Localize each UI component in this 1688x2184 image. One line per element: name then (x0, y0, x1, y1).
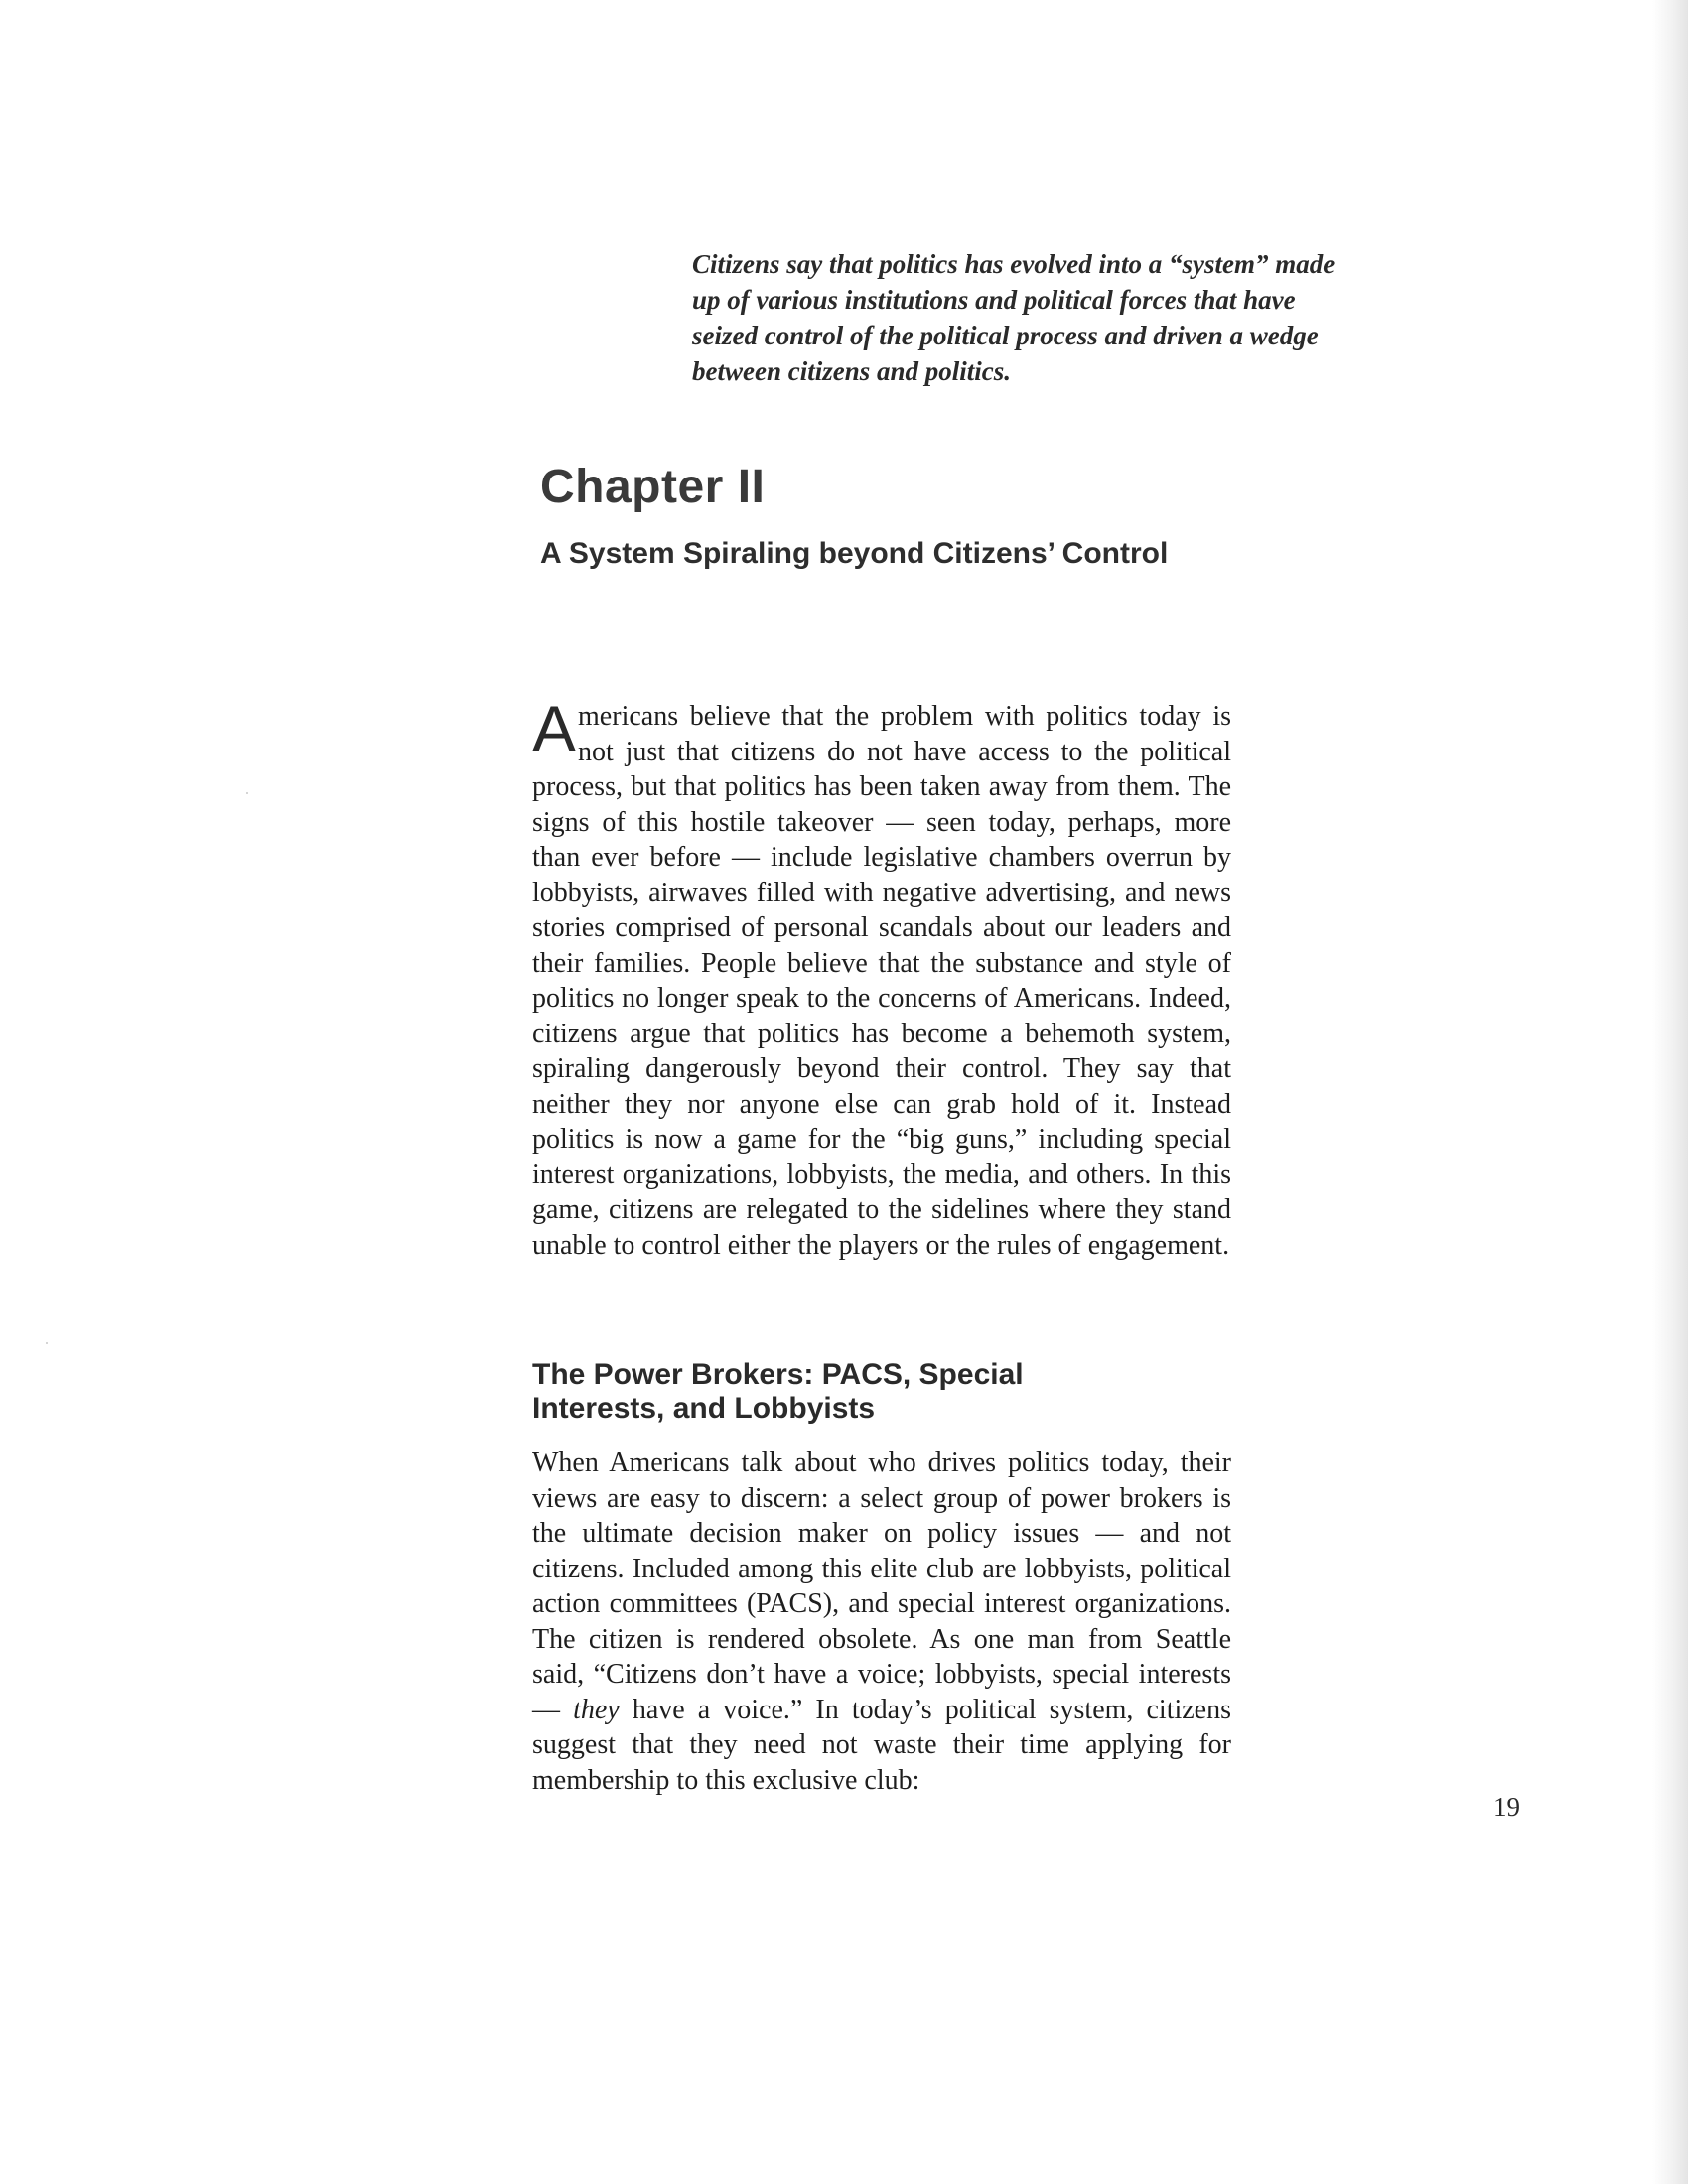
chapter-title: Chapter II (540, 461, 766, 513)
page-number: 19 (1493, 1792, 1520, 1822)
chapter-epigraph: Citizens say that politics has evolved into a “system” made up of various institutions and political forces that have seized control of the political process and driven a wedge between citizens and politics. (692, 249, 1336, 386)
opening-paragraph-text: mericans believe that the problem with politics today is not just that citizens do not have access to the political process, but that politics has been taken away from them. The signs of this hostile takeover — seen today, perhaps, more than ever before — include legislative chambers overrun by lobbyists, airwaves filled with negative advertising, and news stories comprised of personal scandals about our leaders and their families. People believe that the substance and style of politics no longer speak to the concerns of Americans. Indeed, citizens argue that politics has become a behemoth system, spiraling dangerously beyond their control. They say that neither they nor anyone else can grab hold of it. Instead politics is now a game for the “big guns,” including special interest organizations, lobbyists, the media, and others. In this game, citizens are relegated to the sidelines where they stand unable to control either the players or the rules of engagement. (532, 701, 1231, 1261)
body-paragraph (532, 1445, 1231, 1798)
scan-speck (46, 1342, 48, 1344)
chapter-subtitle: A System Spiraling beyond Citizens’ Control (540, 537, 1169, 570)
page-edge-shadow (1652, 0, 1688, 2184)
body-paragraph-text-end: have a voice.” In today’s political system, citizens suggest that they need not waste their time applying for membership to this exclusive club: (532, 1694, 1232, 1796)
drop-cap: A (532, 692, 577, 765)
section-heading: The Power Brokers: PACS, Special Interests, and Lobbyists (532, 1358, 1024, 1425)
emphasis-text: they (573, 1694, 620, 1725)
opening-paragraph (532, 692, 1231, 1263)
scan-speck (246, 792, 248, 794)
body-paragraph-text-start: When Americans talk about who drives politics today, their views are easy to discern: a select group of power brokers is the ultimate decision maker on policy issues — and not citizens. Included among this elite club are lobbyists, political action committees (PACS), and special interest organizations. The citizen is rendered obsolete. As one man from Seattle said, “Citizens don’t have a voice; lobbyists, special interests — (532, 1447, 1231, 1725)
